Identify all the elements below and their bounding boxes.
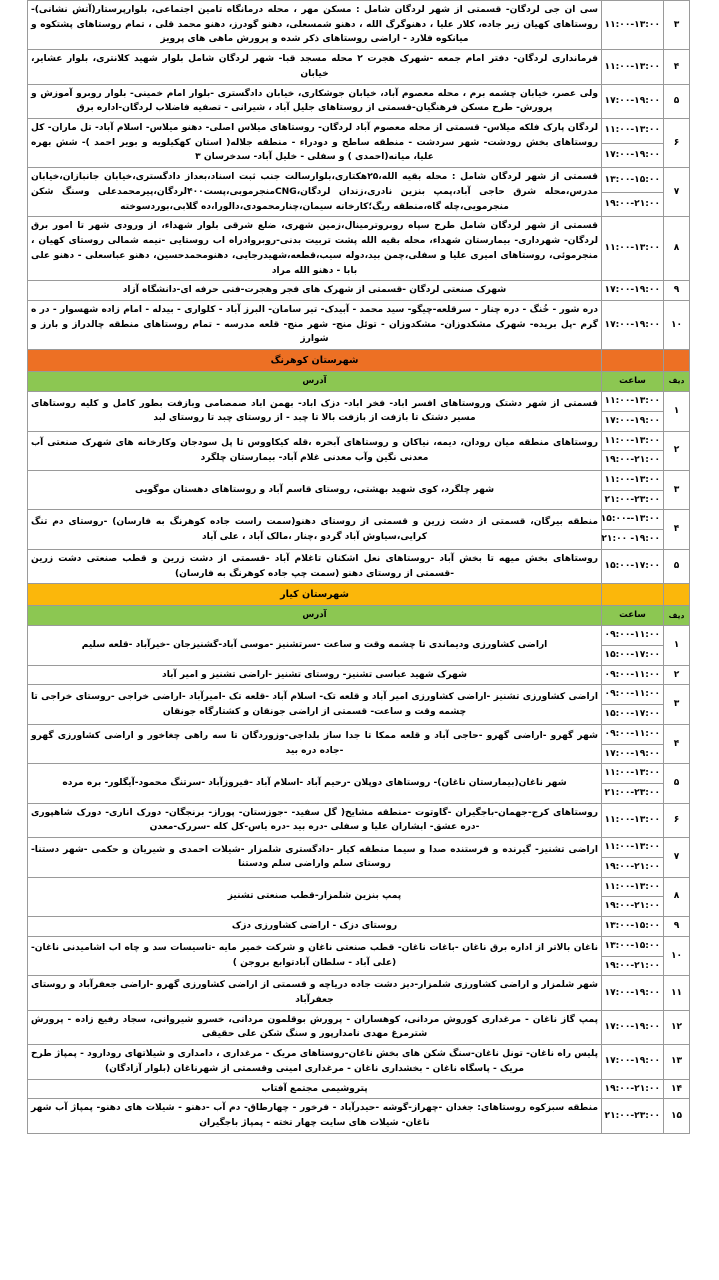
row-number: ۱۵ <box>664 1099 690 1133</box>
table-row <box>28 1045 690 1079</box>
outage-time: ۲۱:۰۰-۲۳:۰۰ <box>602 784 664 804</box>
outage-address: روستاهای بخش میهه تا بخش آباد -روستاهای نعل اشکنان تاغلام آباد -قسمتی از دشت زرین و قطب صنعتی دشت زرین -قسمتی از روستای دهنو (سمت چپ جاده کوهرنگ به فارسان) <box>28 549 602 583</box>
outage-time: ۱۹:۰۰-۲۱:۰۰ <box>602 192 664 217</box>
section-title-row <box>28 584 690 606</box>
outage-time: ۱۹:۰۰- ۲۱:۰۰ <box>602 530 664 550</box>
column-header-row <box>28 372 690 392</box>
outage-time: ۱۷:۰۰-۱۹:۰۰ <box>602 281 664 301</box>
row-number: ۵ <box>664 549 690 583</box>
table-row <box>28 1099 690 1133</box>
row-number: ۱۰ <box>664 936 690 975</box>
outage-time: ۱۹:۰۰-۲۱:۰۰ <box>602 451 664 471</box>
row-number: ۳ <box>664 685 690 724</box>
section-title-spacer-radif <box>664 584 690 606</box>
table-row <box>28 510 690 530</box>
row-number: ۴ <box>664 50 690 84</box>
outage-address: فرمانداری لردگان- دفتر امام جمعه -شهرک هجرت ۲ محله مسجد قبا- شهر لردگان شامل بلوار شهید کلانتری، بلوار عشایر، خیابان <box>28 50 602 84</box>
outage-time: ۱۷:۰۰-۱۹:۰۰ <box>602 976 664 1010</box>
outage-time: ۰۹:۰۰-۱۱:۰۰ <box>602 685 664 705</box>
outage-time: ۱۱:۰۰-۱۳:۰۰ <box>602 838 664 858</box>
table-row <box>28 392 690 412</box>
column-header-radif: دیف <box>664 372 690 392</box>
outage-address: شهر چلگرد، کوی شهید بهشتی، روستای قاسم آباد و روستاهای دهستان موگویی <box>28 470 602 509</box>
row-number: ۹ <box>664 917 690 937</box>
row-number: ۶ <box>664 119 690 168</box>
outage-address: منطقه بیرگان، قسمتی از دشت زرین و قسمتی از روستای دهنو(سمت راست جاده کوهرنگ به فارسان) -روستای دم تنگ کرایی،سیاوش آباد گردو ،چنار ،مالک آباد ، علی آباد <box>28 510 602 549</box>
outage-address: قسمتی از شهر لردگان شامل طرح سپاه روبروترمینال،زمین شهری، ضلع شرقی بلوار شهداء، از ورودی شهر تا امور برق لردگان- شهرداری- بیمارستان شهداء، محله بقیه الله پشت تربیت بدنی-روبروادراه اب روستایی -نیمه شمالی روستای کهیان ، منجرموئی، روستاهای امیری علیا و سفلی،چمن بید،دوله سیب،قطعه،شهیدرجایی، دهنومحمدحسین، دهنو عباسعلی - دهنو علی بابا - دهنو الله مراد <box>28 217 602 281</box>
column-header-adres: آدرس <box>28 372 602 392</box>
table-row <box>28 168 690 193</box>
outage-address: شهرک شهید عباسی تشنیز- روستای تشنیز -اراضی تشنیز و امیر آباد <box>28 665 602 685</box>
outage-time: ۱۱:۰۰-۱۳:۰۰ <box>602 392 664 412</box>
table-row <box>28 1 690 50</box>
outage-address: اراضی کشاورزی تشنیز -اراضی کشاورزی امیر آباد و قلعه تک- اسلام آباد -قلعه تک -امیرآباد -اراضی خراجی -روستای خراجی تا چشمه وقت و ساعت- قسمتی از اراضی جونقان و کشتارگاه جونقان <box>28 685 602 724</box>
row-number: ۲ <box>664 665 690 685</box>
section-title-spacer-saat <box>602 584 664 606</box>
outage-time: ۱۱:۰۰-۱۳:۰۰ <box>602 217 664 281</box>
outage-time: ۱۹:۰۰-۲۱:۰۰ <box>602 897 664 917</box>
outage-time: ۱۳:۰۰-۱۵:۰۰ <box>602 936 664 956</box>
table-row <box>28 936 690 956</box>
outage-address: شهر گهرو -اراضی گهرو -حاجی آباد و قلعه ممکا تا جدا ساز بلداجی-وزوردگان تا سه راهی چغاخور و اراضی کشاورزی گهرو -جاده دره بید <box>28 724 602 763</box>
section-title: شهرستان کیار <box>28 584 602 606</box>
outage-time: ۱۷:۰۰-۱۹:۰۰ <box>602 1045 664 1079</box>
row-number: ۱۲ <box>664 1010 690 1044</box>
table-row <box>28 976 690 1010</box>
outage-time: ۰۹:۰۰-۱۱:۰۰ <box>602 665 664 685</box>
table-row <box>28 626 690 646</box>
outage-address: اراضی تشنیز- گیرنده و فرستنده صدا و سیما منطقه کیار -دادگستری شلمزار -شیلات احمدی و شیریان و حکمی -شهر دستنا- روستای سلم واراضی سلم ودستنا <box>28 838 602 877</box>
outage-time: ۱۳:۰۰--۱۵:۰۰ <box>602 510 664 530</box>
outage-address: پمپ بنزین شلمزار-قطب صنعتی تشنیز <box>28 877 602 916</box>
outage-address: شهر شلمزار و اراضی کشاورزی شلمزار-دیز دشت جاده دریاچه و قسمتی از اراضی کشاورزی گهرو -اراضی جعفرآباد و روستای جعفرآباد <box>28 976 602 1010</box>
outage-address: شهرک صنعتی لردگان -قسمتی از شهرک های فجر وهجرت-فنی حرفه ای-دانشگاه آزاد <box>28 281 602 301</box>
outage-time: ۱۹:۰۰-۲۱:۰۰ <box>602 857 664 877</box>
table-row <box>28 665 690 685</box>
table-row <box>28 764 690 784</box>
column-header-saat: ساعت <box>602 606 664 626</box>
outage-time: ۱۱:۰۰-۱۳:۰۰ <box>602 50 664 84</box>
outage-time: ۲۱:۰۰-۲۳:۰۰ <box>602 490 664 510</box>
table-row <box>28 1079 690 1099</box>
section-title: شهرستان کوهرنگ <box>28 350 602 372</box>
outage-time: ۱۷:۰۰-۱۹:۰۰ <box>602 1010 664 1044</box>
row-number: ۱۰ <box>664 300 690 349</box>
column-header-radif: دیف <box>664 606 690 626</box>
outage-address: پمپ گاز ناغان - مرغداری کوروش مردانی، کوهساران - پرورش بوقلمون مردانی، خسرو شیروانی، سجاد رفیع زاده - پرورش شترمرغ مهدی نامدارپور و سنگ شکن علی حقیقی <box>28 1010 602 1044</box>
row-number: ۵ <box>664 84 690 118</box>
outage-time: ۰۹:۰۰-۱۱:۰۰ <box>602 724 664 744</box>
row-number: ۳ <box>664 1 690 50</box>
outage-time: ۱۳:۰۰-۱۵:۰۰ <box>602 168 664 193</box>
outage-time: ۱۹:۰۰-۲۱:۰۰ <box>602 1079 664 1099</box>
row-number: ۳ <box>664 470 690 509</box>
row-number: ۸ <box>664 877 690 916</box>
outage-address: روستاهای منطقه میان رودان، دیمه، نیاکان و روستاهای آبحره ،قله کیکاووس تا پل سودجان وکارخانه های شهرک صنعتی آب معدنی نگین وآب معدنی غلام آباد- بیمارستان چلگرد <box>28 431 602 470</box>
section-title-spacer-saat <box>602 350 664 372</box>
outage-schedule-table <box>27 0 690 1134</box>
outage-address: منطقه سبزکوه روستاهای: جغدان -چهراز-گوشه -حیدرآباد - فرخور - چهارطاق- دم آب -دهنو - شیلات های دهنو- پمپاژ آب شهر ناغان- شیلات های سایت چهار تخته - پمپاژ باجگیران <box>28 1099 602 1133</box>
table-row <box>28 838 690 858</box>
outage-time: ۱۱:۰۰-۱۳:۰۰ <box>602 1 664 50</box>
table-row <box>28 84 690 118</box>
row-number: ۷ <box>664 838 690 877</box>
row-number: ۷ <box>664 168 690 217</box>
outage-time: ۱۵:۰۰-۱۷:۰۰ <box>602 705 664 725</box>
column-header-adres: آدرس <box>28 606 602 626</box>
row-number: ۴ <box>664 724 690 763</box>
table-row <box>28 877 690 897</box>
row-number: ۸ <box>664 217 690 281</box>
table-row <box>28 50 690 84</box>
table-row <box>28 431 690 451</box>
outage-time: ۱۱:۰۰-۱۳:۰۰ <box>602 803 664 837</box>
table-row <box>28 917 690 937</box>
column-header-saat: ساعت <box>602 372 664 392</box>
section-title-row <box>28 350 690 372</box>
row-number: ۱۳ <box>664 1045 690 1079</box>
outage-address: قسمتی از شهر دشتک وروستاهای افسر اباد- فخر اباد- دزک اباد- بهمن اباد صمصامی وبازفت بطور کامل و کلیه روستاهای مسیر دشتک تا بازفت از بازفت بالا تا چبد - از روستای چبد تا روستای لبد <box>28 392 602 431</box>
outage-address: ناغان بالاتر از اداره برق ناغان -باغات ناغان- قطب صنعتی ناغان و شرکت خمیر مایه -تاسیسات سد و چاه اب اشامیدنی ناغان- (علی آباد - سلطان آبادتوابع بروجن ) <box>28 936 602 975</box>
row-number: ۲ <box>664 431 690 470</box>
outage-address: دره شور - خُنگ - دره چنار - سرقلعه-چیگو- سید محمد - آبیدک- تیر سامان- البرز آباد - کلواری - بیدله - امام زاده شهسوار - در ه گرم -پل بریده- شهرک مشکدوزان- مشکدوزان - توئل منج- شهر منج- قلعه مدرسه - تمام روستاهای منطقه چالدراز و بارز و شوارز <box>28 300 602 349</box>
outage-time: ۲۱:۰۰-۲۳:۰۰ <box>602 1099 664 1133</box>
outage-address: پلیس راه ناغان- تونل ناغان-سنگ شکن های بخش ناغان-روستاهای مریک - مرغداری ، دامداری و شیلاتهای رودارود - پمپاژ طرح مریک - پاسگاه ناغان - بخشداری ناغان - مرغداری امینی وقسمتی از شهرناغان (بلوار آزادگان) <box>28 1045 602 1079</box>
outage-time: ۱۷:۰۰-۱۹:۰۰ <box>602 143 664 168</box>
outage-time: ۱۵:۰۰-۱۷:۰۰ <box>602 646 664 666</box>
outage-time: ۱۷:۰۰-۱۹:۰۰ <box>602 744 664 764</box>
outage-time: ۱۳:۰۰-۱۵:۰۰ <box>602 917 664 937</box>
table-row <box>28 300 690 349</box>
outage-time: ۱۱:۰۰-۱۳:۰۰ <box>602 431 664 451</box>
table-body <box>28 1 690 1134</box>
outage-address: پتروشیمی مجتمع آفتاب <box>28 1079 602 1099</box>
row-number: ۶ <box>664 803 690 837</box>
row-number: ۵ <box>664 764 690 803</box>
row-number: ۱ <box>664 392 690 431</box>
table-row <box>28 549 690 583</box>
outage-address: روستای دزک - اراضی کشاورزی دزک <box>28 917 602 937</box>
row-number: ۱ <box>664 626 690 665</box>
row-number: ۹ <box>664 281 690 301</box>
outage-address: روستاهای کرج-جهمان-باجگیران -گاوتوت -منطقه مشایخ( گل سفید- -جوزستان- پوراز- برنجگان- دورک اناری- دورک شاهپوری -دره عشق- ابشاران علیا و سفلی -دره بید -دره یاس-کل کله -سررک-معدن <box>28 803 602 837</box>
table-row <box>28 281 690 301</box>
outage-time: ۱۷:۰۰-۱۹:۰۰ <box>602 300 664 349</box>
table-row <box>28 803 690 837</box>
outage-time: ۱۱:۰۰-۱۳:۰۰ <box>602 764 664 784</box>
outage-address: سی ان جی لردگان- قسمتی از شهر لردگان شامل : مسکن مهر ، محله درمانگاه تامین اجتماعی، بلوارپرستار(آتش نشانی)-روستاهای کهیان زیر جاده، کلار علیا ، دهنوگرگ الله ، دهنو شمسعلی، دهنو گودرز، دهنو محمد قلی ، تمام روستاهای پشتکوه و میانکوه فلارد - اراضی روستاهای ذکر شده و پرورش ماهی های پرویز <box>28 1 602 50</box>
outage-time: ۱۷:۰۰-۱۹:۰۰ <box>602 411 664 431</box>
outage-address: اراضی کشاورزی ودیماندی تا چشمه وقت و ساعت -سرتشنیز -موسی آباد-گشنیزجان -خیرآباد -قلعه سلیم <box>28 626 602 665</box>
outage-time: ۱۱:۰۰-۱۳:۰۰ <box>602 119 664 144</box>
outage-time: ۱۵:۰۰-۱۷:۰۰ <box>602 549 664 583</box>
outage-time: ۱۷:۰۰-۱۹:۰۰ <box>602 84 664 118</box>
row-number: ۴ <box>664 510 690 549</box>
table-row <box>28 119 690 144</box>
row-number: ۱۴ <box>664 1079 690 1099</box>
outage-address: شهر ناغان(بیمارستان ناغان)- روستاهای دوپلان -رحیم آباد -اسلام آباد -فیروزآباد -سرتنگ محمود-آیگلور- بره مرده <box>28 764 602 803</box>
table-row <box>28 470 690 490</box>
outage-address: قسمتی از شهر لردگان شامل : محله بقیه الله،۲۵هکتاری،بلوارسالت جنب ثبت اسناد،بعداز دادگستری،خیابان جانبازان،خیابان مدرس،محله شرق حاجی آباد،پمپ بنزین نادری،زندان لردگان،CNGمنجرموبی،پست۴۰۰لردگان،پیرمحمدعلی وسنگ شکن منجرمویی،چله گاه،منطقه ریگ؛کارخانه سیمان،چنارمحمودی،دالورا،ده گلابی،بوردسوخته <box>28 168 602 217</box>
outage-time: ۱۹:۰۰-۲۱:۰۰ <box>602 956 664 976</box>
table-row <box>28 1010 690 1044</box>
table-row <box>28 685 690 705</box>
outage-time: ۱۱:۰۰-۱۳:۰۰ <box>602 877 664 897</box>
outage-time: ۱۱:۰۰-۱۳:۰۰ <box>602 470 664 490</box>
table-row <box>28 724 690 744</box>
column-header-row <box>28 606 690 626</box>
outage-address: ولی عصر، خیابان چشمه برم ، محله معصوم آباد، خیابان جوشکاری، خیابان دادگستری -بلوار امام خمینی- بلوار روبرو آموزش و پرورش- طرح مسکن فرهنگیان-قسمتی از روستاهای جلیل آباد ، شیرانی - تصفیه فاضلاب لردگان-اداره برق <box>28 84 602 118</box>
outage-address: لردگان پارک فلکه میلاس- قسمتی از محله معصوم آباد لردگان- روستاهای میلاس اصلی- دهنو میلاس- اسلام آباد- تل ماران- کل روستاهای بخش رودشت- شهر سردشت - منطقه ساطح و دودراء - منطقه جلاله( استان کهکیلویه و بویر احمد )- شش بهره علیا، میانه(احمدی ) و سفلی - خلیل آباد- سدخرسان ۳ <box>28 119 602 168</box>
outage-time: ۰۹:۰۰-۱۱:۰۰ <box>602 626 664 646</box>
row-number: ۱۱ <box>664 976 690 1010</box>
table-row <box>28 217 690 281</box>
section-title-spacer-radif <box>664 350 690 372</box>
